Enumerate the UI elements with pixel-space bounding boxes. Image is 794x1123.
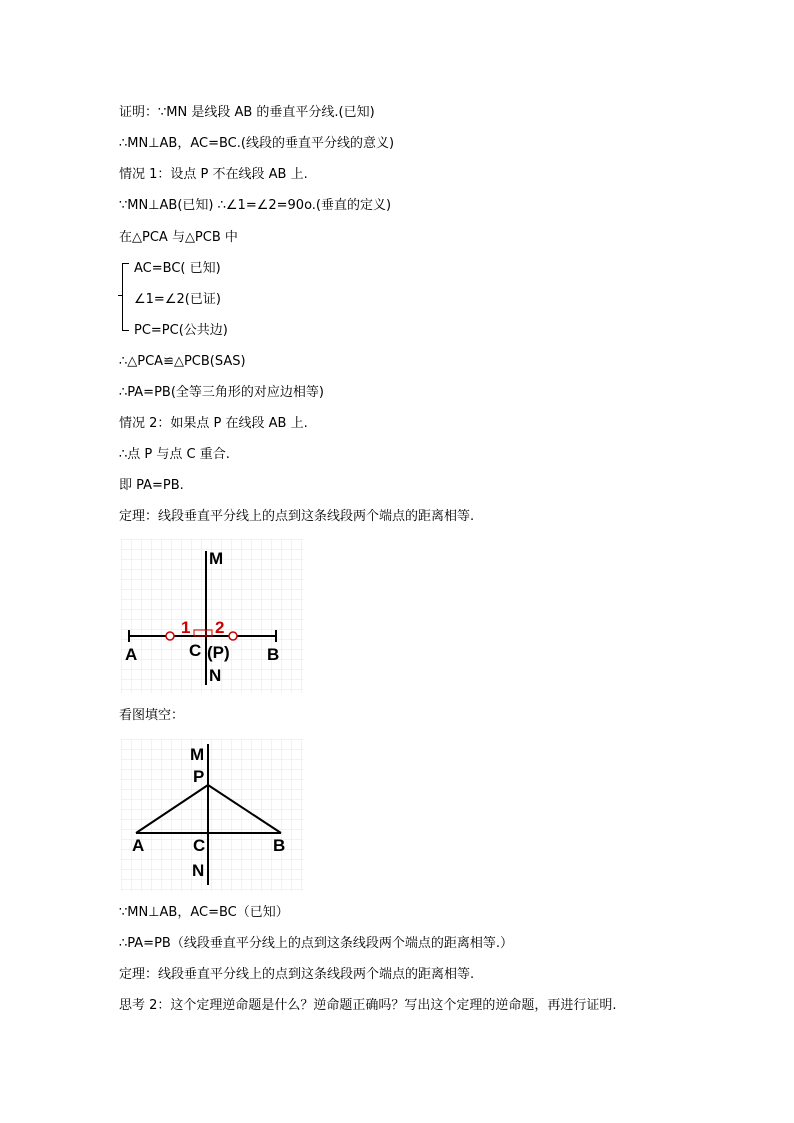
label-a: A — [125, 645, 138, 664]
proof-line-9: ∴点 P 与点 C 重合. — [119, 447, 230, 462]
proof-line-6: ∴△PCA≌△PCB(SAS) — [119, 354, 246, 369]
proof-line-7: ∴PA=PB(全等三角形的对应边相等) — [119, 385, 324, 400]
label-c: C — [193, 836, 206, 855]
label-m: M — [209, 549, 224, 568]
label-a: A — [132, 836, 145, 855]
conclusion-line: ∴PA=PB（线段垂直平分线上的点到这条线段两个端点的距离相等.） — [119, 936, 513, 951]
point-marker-left — [166, 632, 174, 640]
label-angle-2: 2 — [215, 618, 225, 637]
label-n: N — [192, 861, 205, 880]
label-b: B — [273, 836, 286, 855]
system-brace — [122, 263, 129, 331]
brace-item-3: PC=PC(公共边) — [134, 323, 228, 338]
label-p: (P) — [207, 643, 230, 662]
brace-item-1: AC=BC( 已知) — [134, 261, 221, 276]
figure-perpendicular-bisector-1 — [121, 539, 303, 693]
think-question-2: 思考 2：这个定理逆命题是什么？逆命题正确吗？写出这个定理的逆命题，再进行证明. — [119, 998, 617, 1013]
label-c: C — [189, 641, 202, 660]
brace-item-2: ∠1=∠2(已证) — [134, 292, 221, 307]
fill-in-label: 看图填空： — [119, 708, 185, 723]
given-line: ∵MN⊥AB，AC=BC（已知） — [119, 905, 289, 920]
theorem-line-1: 定理：线段垂直平分线上的点到这条线段两个端点的距离相等. — [119, 509, 475, 524]
proof-line-1: 证明：∵MN 是线段 AB 的垂直平分线.(已知) — [119, 105, 375, 120]
proof-line-10: 即 PA=PB. — [119, 478, 184, 493]
theorem-line-2: 定理：线段垂直平分线上的点到这条线段两个端点的距离相等. — [119, 967, 475, 982]
label-n: N — [209, 666, 222, 685]
label-b: B — [267, 645, 280, 664]
point-marker-right — [229, 632, 237, 640]
label-p: P — [193, 767, 205, 786]
figure-perpendicular-bisector-2 — [121, 739, 303, 891]
proof-line-5: 在△PCA 与△PCB 中 — [119, 230, 238, 245]
proof-line-4: ∵MN⊥AB(已知) ∴∠1=∠2=90o.(垂直的定义) — [119, 198, 392, 213]
proof-line-8: 情况 2：如果点 P 在线段 AB 上. — [119, 416, 308, 431]
proof-line-3: 情况 1：设点 P 不在线段 AB 上. — [119, 167, 308, 182]
label-angle-1: 1 — [181, 618, 191, 637]
system-brace-tip — [118, 295, 122, 296]
proof-line-2: ∴MN⊥AB，AC=BC.(线段的垂直平分线的意义) — [119, 136, 395, 151]
grid-background — [121, 739, 303, 891]
label-m: M — [190, 745, 205, 764]
